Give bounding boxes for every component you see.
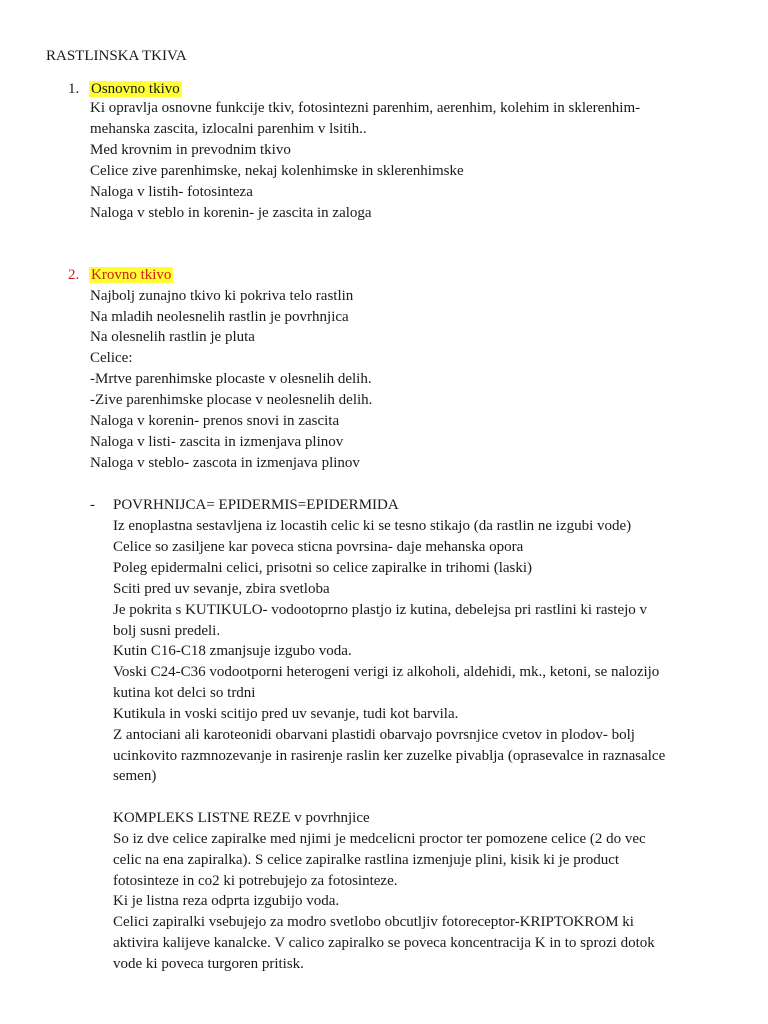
document-title: RASTLINSKA TKIVA bbox=[46, 48, 187, 64]
section2-heading: Krovno tkivo bbox=[91, 267, 172, 283]
bullet-line: bolj susni predeli. bbox=[113, 623, 221, 639]
kompleks-heading-tail: v povrhnjice bbox=[290, 810, 370, 826]
section2-line: Naloga v listi- zascita in izmenjava plinov bbox=[90, 434, 344, 450]
bullet-line: kutina kot delci so trdni bbox=[113, 685, 256, 701]
kompleks-line: Ki je listna reza odprta izgubijo voda. bbox=[113, 893, 340, 909]
kompleks-line: So iz dve celice zapiralke med njimi je medcelicni proctor ter pomozene celice (2 do vec bbox=[113, 831, 646, 847]
kompleks-heading bbox=[113, 808, 370, 828]
kompleks-line: aktivira kalijeve kanalcke. V calico zapiralko se poveca koncentracija K in to sprozi dotok bbox=[113, 935, 655, 951]
bullet-line: ucinkovito razmnozevanje in rasirenje raslin ker zuzelke pivablja (oprasevalce in raznasalce bbox=[113, 748, 666, 764]
section1-line: Naloga v steblo in korenin- je zascita in zaloga bbox=[90, 205, 372, 221]
section2-line: Na mladih neolesnelih rastlin je povrhnjica bbox=[90, 309, 349, 325]
bullet-line: Kutikula in voski scitijo pred uv sevanje, tudi kot barvila. bbox=[113, 706, 459, 722]
section1-line: Celice zive parenhimske, nekaj kolenhimske in sklerenhimske bbox=[90, 163, 464, 179]
bullet-line: Kutin C16-C18 zmanjsuje izgubo voda. bbox=[113, 643, 352, 659]
bullet-line: Poleg epidermalni celici, prisotni so celice zapiralke in trihomi (laski) bbox=[113, 560, 533, 576]
section2-line: Naloga v steblo- zascota in izmenjava plinov bbox=[90, 455, 360, 471]
bullet-line: Je pokrita s KUTIKULO- vodootoprno plastjo iz kutina, debelejsa pri rastlini ki rastejo v bbox=[113, 602, 648, 618]
kompleks-line: Celici zapiralki vsebujejo za modro svetlobo obcutljiv fotoreceptor-KRIPTOKROM ki bbox=[113, 914, 634, 930]
section1-line: Naloga v listih- fotosinteza bbox=[90, 184, 253, 200]
bullet-line: Z antociani ali karoteonidi obarvani plastidi obarvajo povrsnjice cvetov in plodov- bolj bbox=[113, 727, 635, 743]
bullet-line: Celice so zasiljene kar poveca sticna povrsina- daje mehanska opora bbox=[113, 539, 524, 555]
section2-line: Celice: bbox=[90, 350, 133, 366]
section1-number: 1. bbox=[68, 81, 80, 97]
section2-number: 2. bbox=[68, 267, 80, 283]
kompleks-line: vode ki poveca turgoren pritisk. bbox=[113, 956, 304, 972]
section2-line: -Zive parenhimske plocase v neolesnelih delih. bbox=[90, 392, 373, 408]
bullet-line: semen) bbox=[113, 768, 157, 784]
section1-heading-row bbox=[68, 79, 182, 99]
kompleks-line: fotosinteze in co2 ki potrebujejo za fotosinteze. bbox=[113, 873, 398, 889]
kompleks-line: celic na ena zapiralka). S celice zapiralke rastlina izmenjuje plini, kisik ki je product bbox=[113, 852, 620, 868]
section2-line: Naloga v korenin- prenos snovi in zascita bbox=[90, 413, 340, 429]
section2-line: -Mrtve parenhimske plocaste v olesnelih delih. bbox=[90, 371, 372, 387]
bullet-line: Iz enoplastna sestavljena iz locastih celic ki se tesno stikajo (da rastlin ne izgubi vode) bbox=[113, 518, 632, 534]
section1-line: Med krovnim in prevodnim tkivo bbox=[90, 142, 291, 158]
section2-line: Na olesnelih rastlin je pluta bbox=[90, 329, 255, 345]
bullet-line: Sciti pred uv sevanje, zbira svetloba bbox=[113, 581, 330, 597]
bullet-line: Voski C24-C36 vodootporni heterogeni verigi iz alkoholi, aldehidi, mk., ketoni, se nalozijo bbox=[113, 664, 660, 680]
kompleks-heading-caps: KOMPLEKS LISTNE REZE bbox=[113, 810, 291, 826]
section1-line: Ki opravlja osnovne funkcije tkiv, fotosintezni parenhim, aerenhim, kolehim in sklerenhim- bbox=[90, 100, 641, 116]
section1-line: mehanska zascita, izlocalni parenhim v lsitih.. bbox=[90, 121, 367, 137]
section2-line: Najbolj zunajno tkivo ki pokriva telo rastlin bbox=[90, 288, 354, 304]
section1-heading: Osnovno tkivo bbox=[91, 81, 180, 97]
bullet-marker: - bbox=[90, 497, 95, 513]
bullet-heading: POVRHNIJCA= EPIDERMIS=EPIDERMIDA bbox=[113, 497, 399, 513]
section2-heading-row bbox=[68, 265, 173, 285]
